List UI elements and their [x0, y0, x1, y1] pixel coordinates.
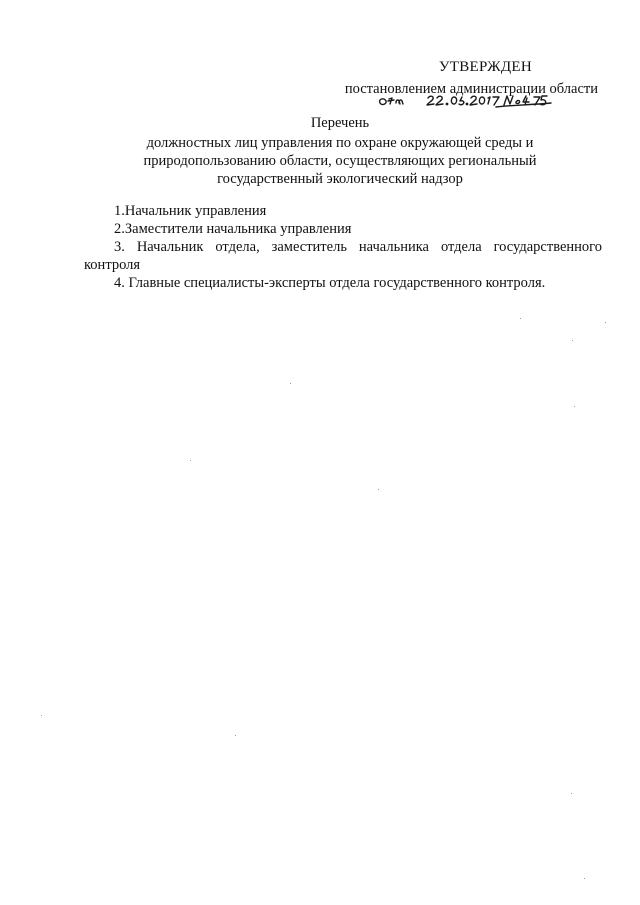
position-item-1: 1.Начальник управления — [114, 203, 267, 219]
scan-speck — [605, 322, 606, 323]
scan-speck — [520, 318, 521, 319]
scan-speck — [572, 340, 573, 341]
handwritten-date-number — [376, 89, 556, 111]
scan-speck — [584, 878, 585, 879]
scan-speck — [290, 383, 291, 384]
position-item-3: 3. Начальник отдела, заместитель начальника отдела государственного контроля — [84, 239, 602, 273]
scan-speck — [235, 735, 236, 736]
heading-line-3: государственный экологический надзор — [217, 171, 463, 187]
heading-title: Перечень — [310, 115, 370, 131]
positions-list — [84, 202, 602, 292]
approval-title: УТВЕРЖДЕН — [438, 59, 532, 75]
approval-line: постановлением администрации области — [344, 81, 598, 97]
heading-line-2: природопользованию области, осуществляющих региональный — [143, 153, 537, 169]
scan-speck — [574, 406, 575, 407]
position-item-4: 4. Главные специалисты-эксперты отдела государственного контроля. — [114, 275, 546, 291]
heading-line-1: должностных лиц управления по охране окружающей среды и — [146, 135, 534, 151]
position-item-2: 2.Заместители начальника управления — [114, 221, 352, 237]
scan-speck — [571, 793, 572, 794]
scan-speck — [190, 460, 191, 461]
document-heading — [80, 114, 600, 188]
scan-speck — [378, 489, 379, 490]
scan-speck — [41, 715, 42, 716]
